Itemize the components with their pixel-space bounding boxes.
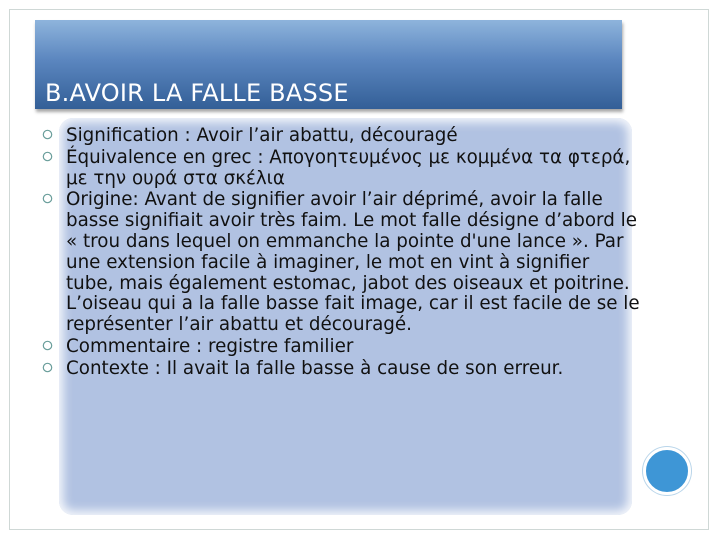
bullet-text: Signification : Avoir l’air abattu, découragé	[66, 125, 458, 146]
bullet-item-equivalence	[42, 148, 642, 190]
bullet-text: Commentaire : registre familier	[66, 335, 354, 357]
decorative-circle	[643, 447, 691, 495]
circle-bullet-icon	[42, 340, 54, 352]
circle-bullet-icon	[42, 362, 54, 374]
bullet-text: Équivalence en grec : Απογοητευμένος με κομμένα τα φτερά, με την ουρά στα σκέλια	[66, 146, 631, 189]
circle-bullet-icon	[42, 193, 54, 205]
bullet-text: Origine: Avant de signifier avoir l’air déprimé, avoir la falle basse signifiait avoir très faim. Le mot falle désigne d’abord le « trou dans lequel on emmanche la pointe d'une lance ». Par une extension facile à imaginer, le mot en vint à signifier tube, mais également estomac, jabot des oiseaux et poitrine. L’oiseau qui a la falle basse fait image, car il est facile de se le représenter l’air abattu et découragé.	[66, 189, 640, 336]
bullet-item-contexte	[42, 359, 642, 380]
bullet-list	[42, 126, 642, 381]
bullet-item-commentaire	[42, 337, 642, 358]
bullet-text: Contexte : Il avait la falle basse à cause de son erreur.	[66, 357, 564, 379]
title-bar	[35, 20, 622, 109]
bullet-item-signification	[42, 126, 642, 147]
circle-bullet-icon	[42, 129, 54, 141]
slide-title: B.AVOIR LA FALLE BASSE	[45, 79, 349, 107]
circle-bullet-icon	[42, 151, 54, 163]
bullet-item-origine	[42, 190, 642, 336]
